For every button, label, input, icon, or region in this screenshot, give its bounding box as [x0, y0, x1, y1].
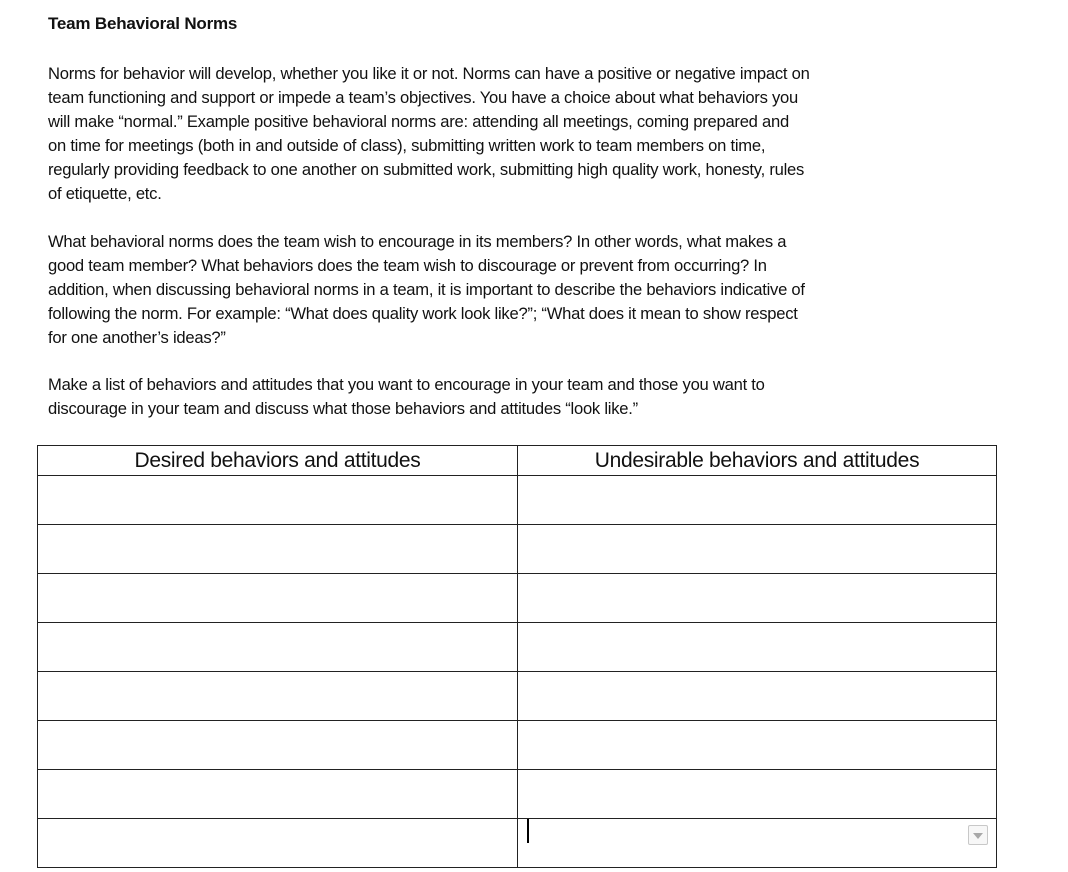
- undesirable-cell[interactable]: [518, 672, 997, 721]
- table-row: [38, 672, 997, 721]
- chevron-down-icon: [973, 833, 983, 839]
- paragraph-line: regularly providing feedback to one another on submitted work, submitting high quality work, honesty, rules: [48, 160, 805, 179]
- questions-paragraph: [48, 230, 988, 350]
- table-row: [38, 623, 997, 672]
- paragraph-line: on time for meetings (both in and outside of class), submitting written work to team members on time,: [48, 136, 766, 155]
- desired-cell[interactable]: [38, 672, 518, 721]
- text-caret: [527, 819, 529, 843]
- table-row: [38, 476, 997, 525]
- undesirable-cell[interactable]: [518, 770, 997, 819]
- table-row: [38, 819, 997, 868]
- undesirable-cell[interactable]: [518, 525, 997, 574]
- undesirable-cell[interactable]: [518, 623, 997, 672]
- desired-cell[interactable]: [38, 721, 518, 770]
- desired-cell[interactable]: [38, 623, 518, 672]
- desired-cell[interactable]: [38, 525, 518, 574]
- paragraph-line: for one another’s ideas?”: [48, 328, 226, 347]
- desired-behaviors-header: Desired behaviors and attitudes: [38, 446, 518, 476]
- paragraph-line: will make “normal.” Example positive behavioral norms are: attending all meetings, coming prepared and: [48, 112, 789, 131]
- undesirable-cell[interactable]: [518, 476, 997, 525]
- table-row: [38, 721, 997, 770]
- paragraph-line: good team member? What behaviors does the team wish to discourage or prevent from occurring? In: [48, 256, 767, 275]
- desired-cell[interactable]: [38, 770, 518, 819]
- table-row: [38, 574, 997, 623]
- paragraph-line: of etiquette, etc.: [48, 184, 162, 203]
- paragraph-line: team functioning and support or impede a team’s objectives. You have a choice about what behaviors you: [48, 88, 798, 107]
- undesirable-cell[interactable]: [518, 574, 997, 623]
- table-row: [38, 525, 997, 574]
- paragraph-line: discourage in your team and discuss what those behaviors and attitudes “look like.”: [48, 399, 638, 418]
- undesirable-cell[interactable]: [518, 721, 997, 770]
- undesirable-cell-active[interactable]: [518, 819, 997, 868]
- page-title: Team Behavioral Norms: [48, 14, 238, 33]
- paragraph-line: Norms for behavior will develop, whether you like it or not. Norms can have a positive or negative impact on: [48, 64, 810, 83]
- desired-cell[interactable]: [38, 476, 518, 525]
- instructions-paragraph: [48, 373, 988, 421]
- paragraph-line: What behavioral norms does the team wish to encourage in its members? In other words, what makes a: [48, 232, 787, 251]
- undesirable-behaviors-header: Undesirable behaviors and attitudes: [518, 446, 997, 476]
- desired-cell[interactable]: [38, 819, 518, 868]
- cell-dropdown-button[interactable]: [968, 825, 988, 845]
- paragraph-line: addition, when discussing behavioral norms in a team, it is important to describe the behaviors indicative of: [48, 280, 805, 299]
- paragraph-line: following the norm. For example: “What does quality work look like?”; “What does it mean to show respect: [48, 304, 798, 323]
- table-header-row: [38, 446, 997, 476]
- desired-cell[interactable]: [38, 574, 518, 623]
- behavioral-norms-table: [37, 445, 997, 868]
- intro-paragraph: [48, 62, 988, 206]
- table-row: [38, 770, 997, 819]
- paragraph-line: Make a list of behaviors and attitudes that you want to encourage in your team and those you want to: [48, 375, 765, 394]
